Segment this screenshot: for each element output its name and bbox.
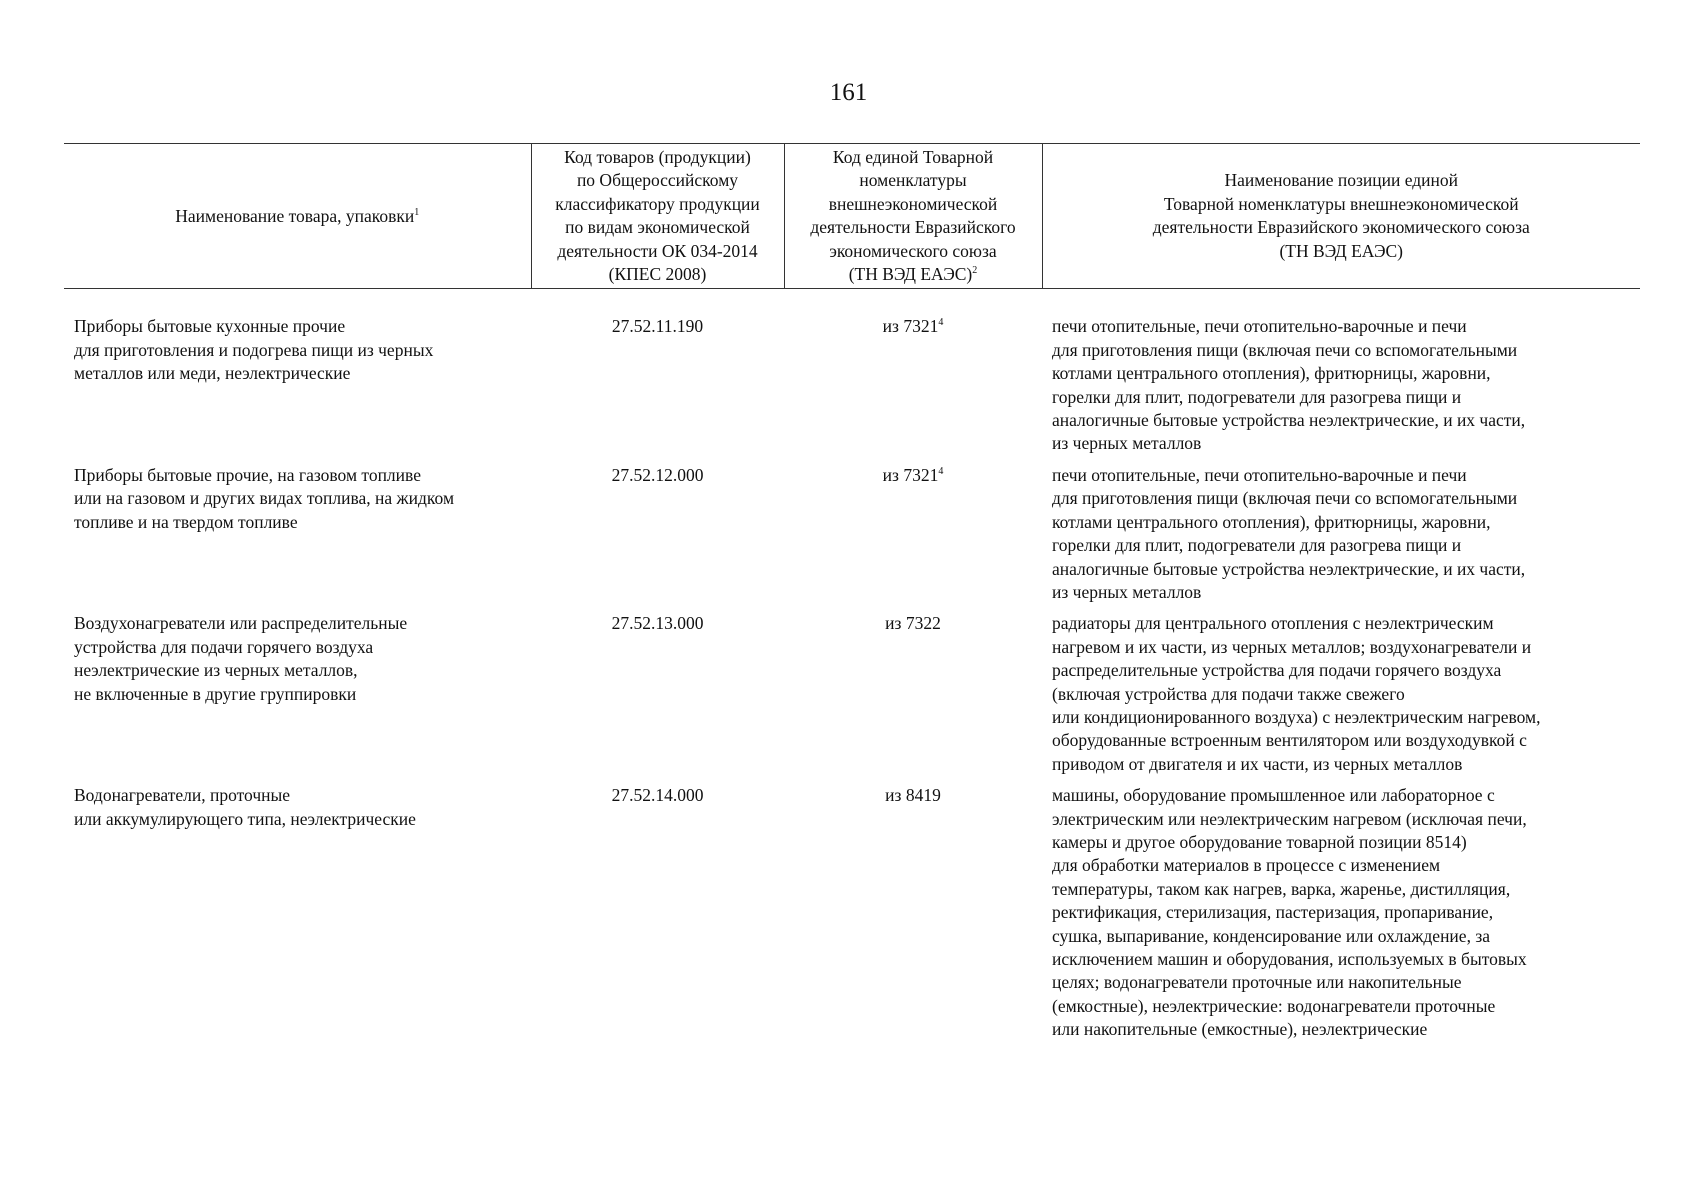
okpd-code-cell: 27.52.14.000: [611, 785, 704, 806]
tnved-description-cell: печи отопительные, печи отопительно-варочные и печи для приготовления пищи (включая печи со вспомогательными котлами центрального отопления), фритюрницы, жаровни, горелки для плит, подогреватели для разогрева пищи и аналогичные бытовые устройства неэлектрические, и их части, из черных металлов: [1052, 316, 1526, 454]
product-name-cell: Приборы бытовые кухонные прочие для приготовления и подогрева пищи из черных металлов или меди, неэлектрические: [74, 316, 434, 384]
table-row: [64, 612, 1640, 784]
header-okpd-code: Код товаров (продукции) по Общероссийскому классификатору продукции по видам экономической деятельности ОК 034-2014 (КПЕС 2008): [531, 144, 784, 289]
tnved-description-cell: печи отопительные, печи отопительно-варочные и печи для приготовления пищи (включая печи со вспомогательными котлами центрального отопления), фритюрницы, жаровни, горелки для плит, подогреватели для разогрева пищи и аналогичные бытовые устройства неэлектрические, и их части, из черных металлов: [1052, 464, 1526, 602]
tnved-code-cell: из 7321$^4$: [882, 316, 944, 337]
product-name-cell: Воздухонагреватели или распределительные устройства для подачи горячего воздуха неэлектрические из черных металлов, не включенные в другие группировки: [74, 613, 408, 704]
header-product-name: Наименование товара, упаковки$^1$: [64, 144, 531, 289]
goods-table: [64, 143, 1640, 1050]
tnved-description-cell: машины, оборудование промышленное или лабораторное с электрическим или неэлектрическим нагревом (исключая печи, камеры и другое оборудование товарной позиции 8514) для обработки материалов в процессе с изменением температуры, таком как нагрев, варка, жаренье, дистилляция, ректификация, стерилизация, пастеризация, пропаривание, сушка, выпаривание, конденсирование или охлаждение, за исключением машин и оборудования, используемых в бытовых целях; водонагреватели проточные или накопительные (емкостные), неэлектрические: водонагреватели проточные или накопительные (емкостные), неэлектрические: [1052, 785, 1527, 1040]
table-row: [64, 784, 1640, 1049]
header-row: [64, 144, 1640, 289]
table-row: [64, 289, 1640, 464]
okpd-code-cell: 27.52.12.000: [611, 464, 704, 485]
product-name-cell: Водонагреватели, проточные или аккумулирующего типа, неэлектрические: [74, 785, 416, 829]
okpd-code-cell: 27.52.11.190: [611, 316, 704, 337]
tnved-description-cell: радиаторы для центрального отопления с неэлектрическим нагревом и их части, из черных металлов; воздухонагреватели и распределительные устройства для подачи горячего воздуха (включая устройства для подачи также свежего или кондиционированного воздуха) с неэлектрическим нагревом, оборудованные встроенным вентилятором или воздуходувкой с приводом от двигателя и их части, из черных металлов: [1052, 613, 1541, 774]
product-name-cell: Приборы бытовые прочие, на газовом топливе или на газовом и других видах топлива, на жидком топливе и на твердом топливе: [74, 464, 455, 532]
tnved-code-cell: из 7321$^4$: [882, 464, 944, 485]
table-row: [64, 464, 1640, 612]
okpd-code-cell: 27.52.13.000: [611, 613, 704, 634]
tnved-code-cell: из 8419: [885, 785, 941, 806]
table-header: [64, 144, 1640, 289]
page-number: 161: [829, 79, 868, 106]
header-tnved-code: Код единой Товарной номенклатуры внешнеэкономической деятельности Евразийского экономического союза (ТН ВЭД ЕАЭС)$^2$: [784, 144, 1042, 289]
table-body: [64, 289, 1640, 1050]
header-tnved-description: Наименование позиции единой Товарной номенклатуры внешнеэкономической деятельности Евразийского экономического союза (ТН ВЭД ЕАЭС): [1042, 144, 1640, 289]
tnved-code-cell: из 7322: [885, 613, 941, 634]
